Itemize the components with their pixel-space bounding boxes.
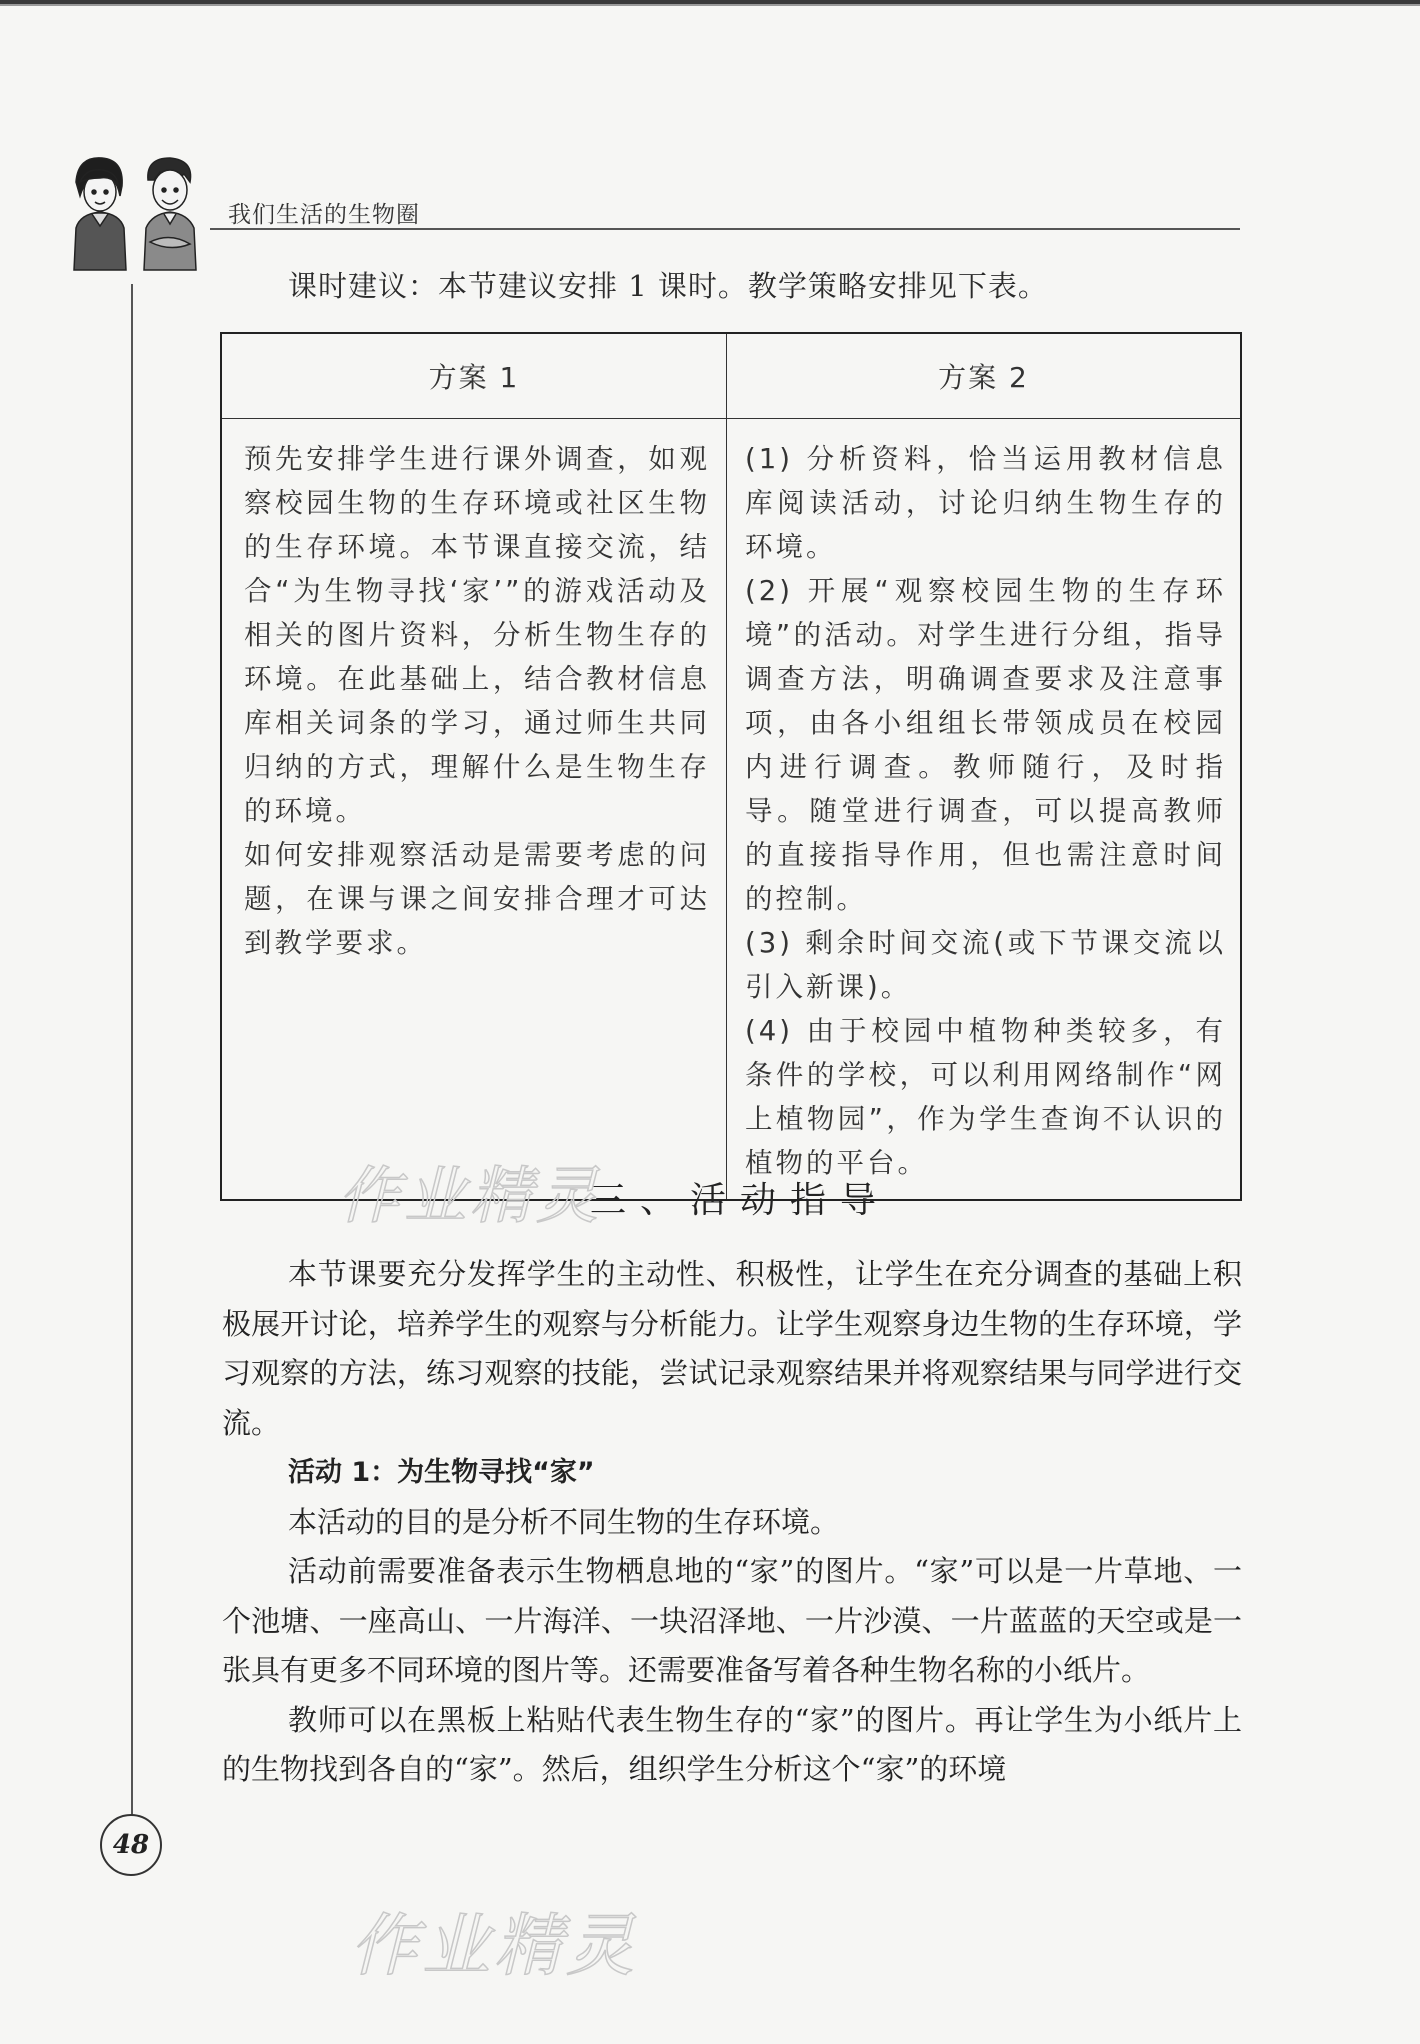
plan-2-cell [727,419,1242,1201]
body-paragraph: 本节课要充分发挥学生的主动性、积极性，让学生在充分调查的基础上积极展开讨论，培养学生的观察与分析能力。让学生观察身边生物的生存环境，学习观察的方法，练习观察的技能，尝试记录观察结果并将观察结果与同学进行交流。 [222,1257,1242,1440]
plan-2-step: (3) 剩余时间交流(或下节课交流以引入新课)。 [745,927,1226,1003]
running-header-title: 我们生活的生物圈 [228,202,420,228]
plan-2-step: (4) 由于校园中植物种类较多，有条件的学校，可以利用网络制作“网上植物园”，作为学生查询不认识的植物的平台。 [745,1015,1226,1179]
lesson-time-suggestion: 课时建议：本节建议安排 1 课时。教学策略安排见下表。 [288,269,1048,303]
plan-1-paragraph: 预先安排学生进行课外调查，如观察校园生物的生存环境或社区生物的生存环境。本节课直接交流，结合“为生物寻找‘家’”的游戏活动及相关的图片资料，分析生物生存的环境。在此基础上，结合教材信息库相关词条的学习，通过师生共同归纳的方式，理解什么是生物生存的环境。 [244,443,710,827]
plan-2-step: (2) 开展“观察校园生物的生存环境”的活动。对学生进行分组，指导调查方法，明确调查要求及注意事项，由各小组组长带领成员在校园内进行调查。教师随行，及时指导。随堂进行调查，可以提高教师的直接指导作用，但也需注意时间的控制。 [745,575,1226,915]
boy-figure [144,158,196,270]
plan-1-paragraph: 如何安排观察活动是需要考虑的问题，在课与课之间安排合理才可达到教学要求。 [244,839,710,959]
margin-line [131,284,133,1822]
section-heading: 三、活动指导 [590,1180,891,1221]
body-paragraph: 教师可以在黑板上粘贴代表生物生存的“家”的图片。再让学生为小纸片上的生物找到各自的“家”。然后，组织学生分析这个“家”的环境 [222,1702,1242,1786]
body-paragraph: 本活动的目的是分析不同生物的生存环境。 [288,1504,840,1539]
page-top-edge-shadow [0,4,1420,6]
section-body [222,1250,1242,1795]
plan-2-header: 方案 2 [727,333,1242,419]
girl-figure [74,158,126,270]
teaching-strategy-table [220,332,1242,1201]
table-body-row [221,419,1241,1201]
plan-1-cell [221,419,727,1201]
page-number: 48 [100,1814,162,1876]
plan-2-step: (1) 分析资料，恰当运用教材信息库阅读活动，讨论归纳生物生存的环境。 [745,443,1226,563]
table-header-row [221,333,1241,419]
header-rule [210,228,1240,230]
header-children-illustration [66,152,206,272]
body-paragraph: 活动前需要准备表示生物栖息地的“家”的图片。“家”可以是一片草地、一个池塘、一座高山、一片海洋、一块沼泽地、一片沙漠、一片蓝蓝的天空或是一张具有更多不同环境的图片等。还需要准备写着各种生物名称的小纸片。 [222,1554,1242,1687]
activity-heading: 活动 1：为生物寻找“家” [288,1457,595,1488]
watermark: 作业精灵 [338,1159,603,1232]
watermark: 作业精灵 [350,1907,639,1986]
plan-1-header: 方案 1 [221,333,727,419]
